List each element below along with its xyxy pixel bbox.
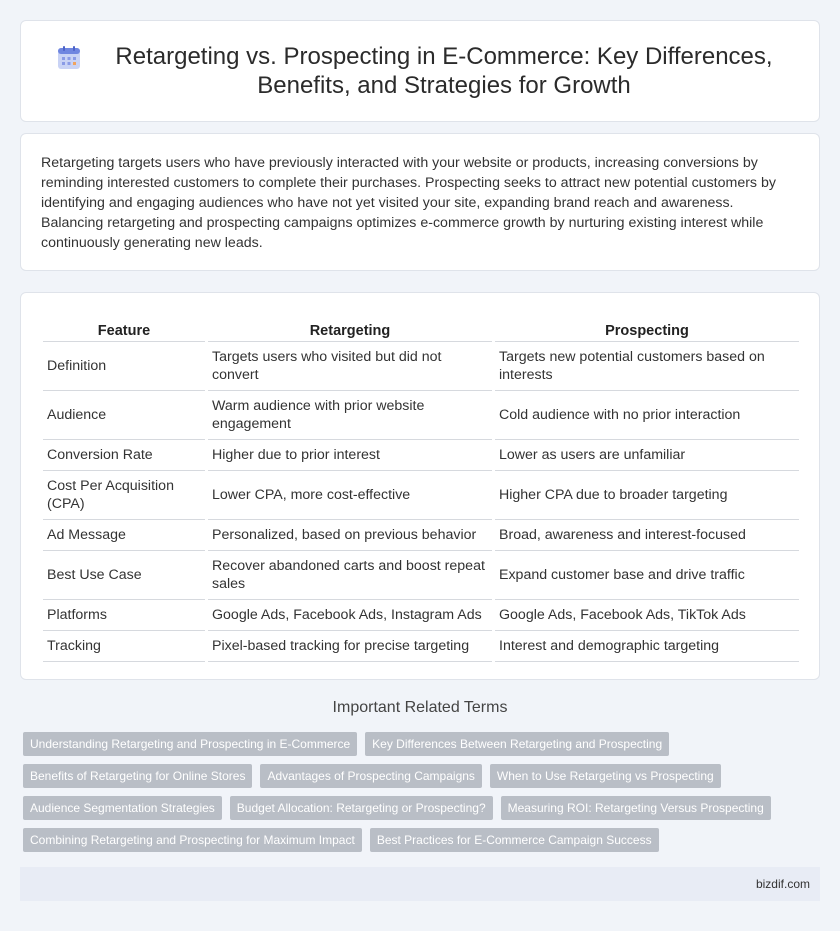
table-row: [43, 631, 799, 662]
prospecting-cell: Interest and demographic targeting: [495, 631, 799, 662]
table-row: [43, 551, 799, 600]
prospecting-cell: Targets new potential customers based on interests: [495, 342, 799, 391]
feature-cell: Audience: [43, 391, 205, 440]
header-retargeting: Retargeting: [208, 313, 492, 342]
table-row: [43, 520, 799, 551]
comparison-table: [40, 313, 802, 662]
table-row: [43, 600, 799, 631]
retargeting-cell: Google Ads, Facebook Ads, Instagram Ads: [208, 600, 492, 631]
related-term-tag[interactable]: Audience Segmentation Strategies: [23, 796, 222, 820]
related-terms-tags: [23, 732, 823, 860]
table-row: [43, 471, 799, 520]
calendar-document-icon: [56, 45, 82, 71]
related-term-tag[interactable]: Best Practices for E-Commerce Campaign Success: [370, 828, 659, 852]
related-term-tag[interactable]: When to Use Retargeting vs Prospecting: [490, 764, 721, 788]
table-row: [43, 440, 799, 471]
related-term-tag[interactable]: Key Differences Between Retargeting and Prospecting: [365, 732, 669, 756]
related-term-tag[interactable]: Benefits of Retargeting for Online Stores: [23, 764, 252, 788]
related-term-tag[interactable]: Advantages of Prospecting Campaigns: [260, 764, 481, 788]
feature-cell: Cost Per Acquisition (CPA): [43, 471, 205, 520]
header-prospecting: Prospecting: [495, 313, 799, 342]
retargeting-cell: Higher due to prior interest: [208, 440, 492, 471]
prospecting-cell: Expand customer base and drive traffic: [495, 551, 799, 600]
feature-cell: Conversion Rate: [43, 440, 205, 471]
intro-paragraph: Retargeting targets users who have previously interacted with your website or products, increasing conversions by reminding interested customers to complete their purchases. Prospecting seeks to attract new potential customers by identifying and engaging audiences who have not yet visited your site, expanding brand reach and awareness. Balancing retargeting and prospecting campaigns optimizes e-commerce growth by nurturing existing interest while continuously generating new leads.: [41, 155, 776, 251]
prospecting-cell: Google Ads, Facebook Ads, TikTok Ads: [495, 600, 799, 631]
feature-cell: Best Use Case: [43, 551, 205, 600]
retargeting-cell: Pixel-based tracking for precise targeting: [208, 631, 492, 662]
related-term-tag[interactable]: Measuring ROI: Retargeting Versus Prospecting: [501, 796, 771, 820]
prospecting-cell: Higher CPA due to broader targeting: [495, 471, 799, 520]
comparison-table-card: [20, 292, 820, 680]
feature-cell: Tracking: [43, 631, 205, 662]
feature-cell: Ad Message: [43, 520, 205, 551]
prospecting-cell: Cold audience with no prior interaction: [495, 391, 799, 440]
related-terms-heading: Important Related Terms: [332, 699, 508, 716]
retargeting-cell: Recover abandoned carts and boost repeat sales: [208, 551, 492, 600]
header-feature: Feature: [43, 313, 205, 342]
retargeting-cell: Personalized, based on previous behavior: [208, 520, 492, 551]
footer-site-link[interactable]: bizdif.com: [755, 877, 810, 891]
table-row: [43, 391, 799, 440]
related-term-tag[interactable]: Understanding Retargeting and Prospecting in E-Commerce: [23, 732, 357, 756]
feature-cell: Platforms: [43, 600, 205, 631]
retargeting-cell: Lower CPA, more cost-effective: [208, 471, 492, 520]
retargeting-cell: Targets users who visited but did not convert: [208, 342, 492, 391]
related-term-tag[interactable]: Budget Allocation: Retargeting or Prospecting?: [230, 796, 493, 820]
feature-cell: Definition: [43, 342, 205, 391]
page-title: Retargeting vs. Prospecting in E-Commerce: Key Differences, Benefits, and Strategies for Growth: [115, 43, 773, 99]
table-row: [43, 342, 799, 391]
prospecting-cell: Lower as users are unfamiliar: [495, 440, 799, 471]
header-card: [20, 20, 820, 122]
footer: [20, 867, 820, 901]
prospecting-cell: Broad, awareness and interest-focused: [495, 520, 799, 551]
table-header-row: [43, 313, 799, 342]
retargeting-cell: Warm audience with prior website engagement: [208, 391, 492, 440]
related-term-tag[interactable]: Combining Retargeting and Prospecting for Maximum Impact: [23, 828, 362, 852]
intro-card: [20, 133, 820, 271]
